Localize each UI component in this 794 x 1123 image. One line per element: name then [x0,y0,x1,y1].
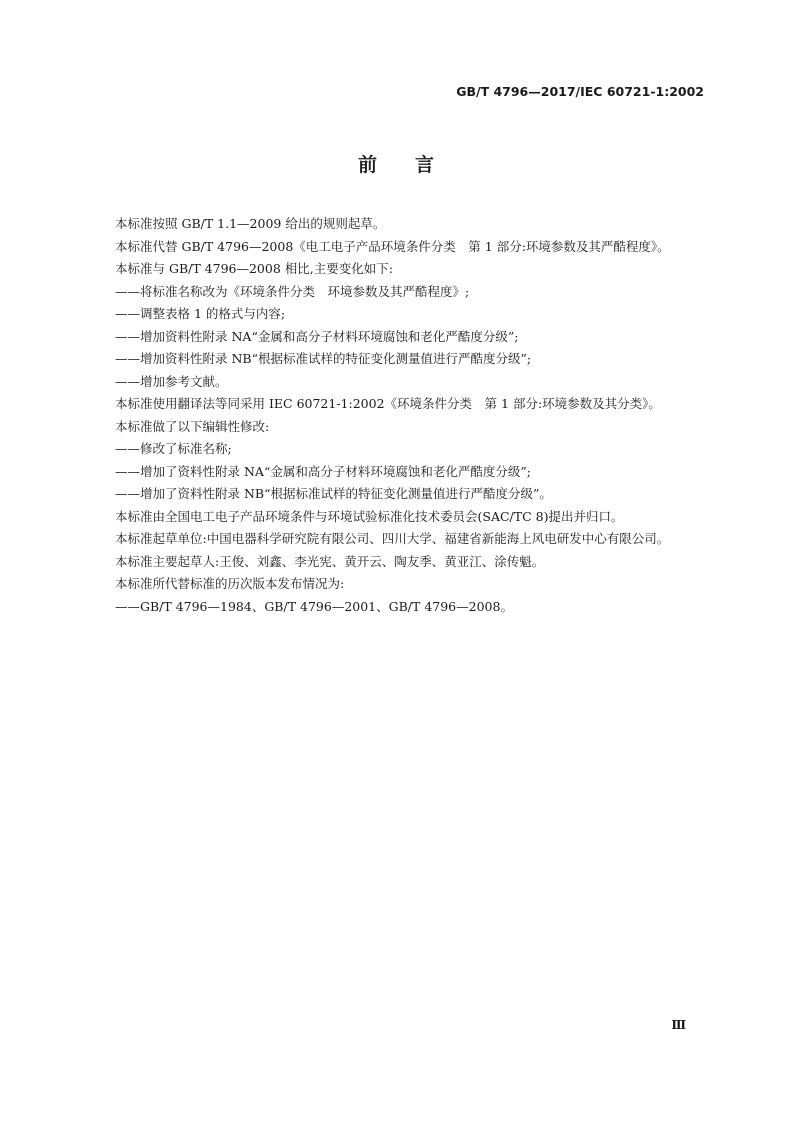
paragraph: 本标准所代替标准的历次版本发布情况为: [115,576,345,591]
list-item: ——修改了标准名称; [115,441,232,456]
standard-code-header: GB/T 4796—2017/IEC 60721-1:2002 [456,84,704,99]
paragraph: 本标准起草单位:中国电器科学研究院有限公司、四川大学、福建省新能海上风电研发中心有限公司。 [115,531,670,546]
list-item: ——GB/T 4796—1984、GB/T 4796—2001、GB/T 4796—2008。 [115,598,513,614]
paragraph: 本标准使用翻译法等同采用 IEC 60721-1:2002《环境条件分类 第 1 部分:环境参数及其分类》。 [115,396,661,411]
paragraph: 本标准与 GB/T 4796—2008 相比,主要变化如下: [115,261,393,276]
list-item: ——增加了资料性附录 NB“根据标准试样的特征变化测量值进行严酷度分级”。 [115,486,552,501]
list-item: ——增加资料性附录 NB“根据标准试样的特征变化测量值进行严酷度分级”; [115,351,532,366]
list-item: ——将标准名称改为《环境条件分类 环境参数及其严酷程度》; [115,283,470,299]
list-item: ——增加参考文献。 [115,373,228,389]
title-char-1: 前 [357,154,379,176]
paragraph: 本标准代替 GB/T 4796—2008《电工电子产品环境条件分类 第 1 部分:环境参数及其严酷程度》。 [115,238,670,254]
paragraph: 本标准主要起草人:王俊、刘鑫、李光宪、黄开云、陶友季、黄亚江、涂传魁。 [115,553,545,569]
list-item: ——调整表格 1 的格式与内容; [115,306,286,321]
paragraph: 本标准由全国电工电子产品环境条件与环境试验标准化技术委员会(SAC/TC 8)提出并归口。 [115,508,624,524]
foreword-body [89,213,705,618]
paragraph: 本标准做了以下编辑性修改: [115,418,270,434]
paragraph: 本标准按照 GB/T 1.1—2009 给出的规则起草。 [115,216,386,231]
page-title [0,150,794,177]
page-number: Ⅲ [671,1018,686,1032]
title-char-2: 言 [415,154,437,176]
list-item: ——增加资料性附录 NA“金属和高分子材料环境腐蚀和老化严酷度分级”; [115,328,519,344]
list-item: ——增加了资料性附录 NA“金属和高分子材料环境腐蚀和老化严酷度分级”; [115,463,531,479]
